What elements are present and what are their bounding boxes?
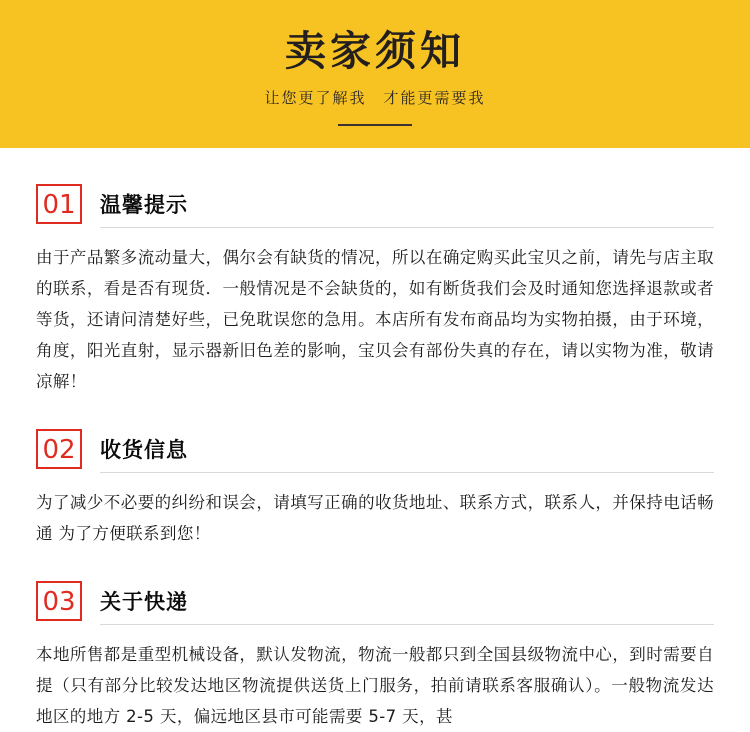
section-02-body: 为了减少不必要的纠纷和误会，请填写正确的收货地址、联系方式，联系人，并保持电话畅通 为了方便联系到您！ — [36, 493, 714, 543]
banner-divider — [338, 124, 412, 126]
section-01-body: 由于产品繁多流动量大，偶尔会有缺货的情况，所以在确定购买此宝贝之前，请先与店主取的联系，看是否有现货．一般情况是不会缺货的，如有断货我们会及时通知您选择退款或者等货，还请问清楚好些，已免耽误您的急用。本店所有发布商品均为实物拍摄，由于环境，角度，阳光直射，显示器新旧色差的影响，宝贝会有部份失真的存在，请以实物为准，敬请凉解！ — [36, 248, 714, 391]
page-content — [0, 182, 750, 732]
section-01-title: 温馨提示 — [100, 193, 188, 217]
section-01-number: 01 — [36, 184, 82, 224]
section-02-number: 02 — [36, 429, 82, 469]
section-02-underline — [100, 472, 714, 473]
section-01-underline — [100, 227, 714, 228]
section-03-underline — [100, 624, 714, 625]
section-02-title: 收货信息 — [100, 438, 188, 462]
section-01 — [36, 182, 714, 397]
section-02 — [36, 427, 714, 549]
page-subtitle: 让您更了解我 才能更需要我 — [264, 89, 486, 108]
page-title: 卖家须知 — [285, 27, 465, 75]
section-03-body: 本地所售都是重型机械设备，默认发物流，物流一般都只到全国县级物流中心，到时需要自提（只有部分比较发达地区物流提供送货上门服务，拍前请联系客服确认）。一般物流发达地区的地方 2-5 天，偏远地区县市可能需要 5-7 天，甚 — [36, 645, 714, 726]
section-01-header — [36, 182, 714, 226]
section-02-header — [36, 427, 714, 471]
section-03 — [36, 579, 714, 732]
section-03-header — [36, 579, 714, 623]
page-banner — [0, 0, 750, 148]
section-03-title: 关于快递 — [100, 590, 188, 614]
section-03-number: 03 — [36, 581, 82, 621]
